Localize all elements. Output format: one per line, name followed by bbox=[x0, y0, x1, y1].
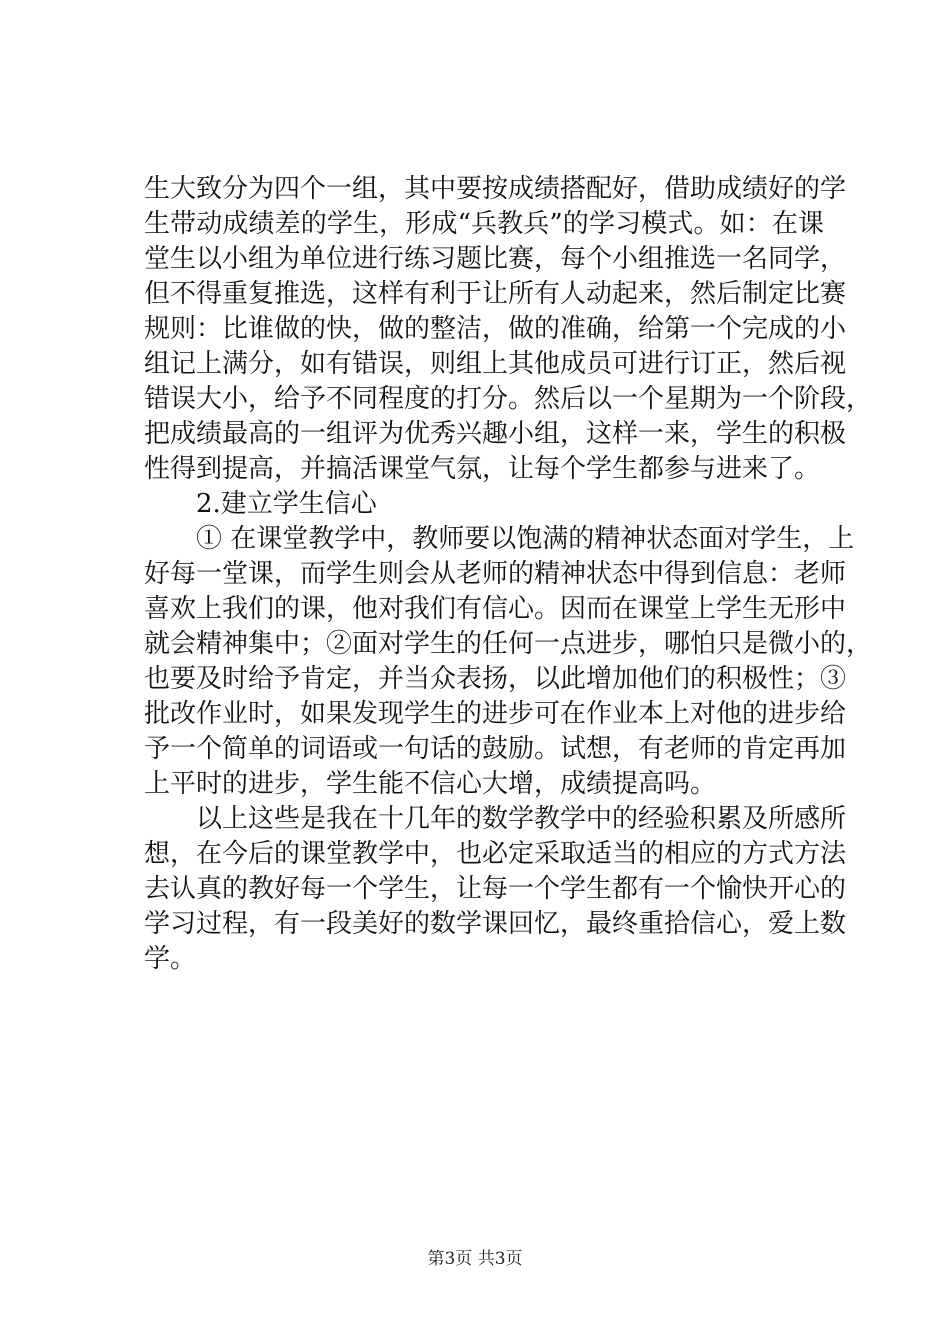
text-line: 生带动成绩差的学生，形成“兵教兵”的学习模式。如：在课 bbox=[144, 209, 824, 239]
text-line: 以上这些是我在十几年的数学教学中的经验积累及所感所 bbox=[196, 804, 847, 834]
text-line: 2.建立学生信心 bbox=[196, 489, 377, 519]
document-body bbox=[144, 172, 873, 977]
text-line: 学。 bbox=[144, 944, 197, 974]
paragraph bbox=[144, 172, 873, 487]
text-line: 生大致分为四个一组，其中要按成绩搭配好，借助成绩好的学 bbox=[144, 174, 847, 204]
text-line: 也要及时给予肯定，并当众表扬，以此增加他们的积极性；③ bbox=[144, 664, 847, 694]
paragraph bbox=[144, 522, 873, 802]
text-line: 予一个简单的词语或一句话的鼓励。试想，有老师的肯定再加 bbox=[144, 734, 847, 764]
text-line: 堂生以小组为单位进行练习题比赛，每个小组推选一名同学， bbox=[144, 244, 847, 274]
text-line: 上平时的进步，学生能不信心大增，成绩提高吗。 bbox=[144, 769, 717, 799]
text-line: 错误大小，给予不同程度的打分。然后以一个星期为一个阶段， bbox=[144, 384, 873, 414]
text-line: 组记上满分，如有错误，则组上其他成员可进行订正，然后视 bbox=[144, 349, 847, 379]
text-line: 但不得重复推选，这样有利于让所有人动起来，然后制定比赛 bbox=[144, 279, 847, 309]
paragraph bbox=[144, 802, 847, 977]
text-line: 批改作业时，如果发现学生的进步可在作业本上对他的进步给 bbox=[144, 699, 847, 729]
text-line: 好每一堂课，而学生则会从老师的精神状态中得到信息：老师 bbox=[144, 559, 847, 589]
page-footer: 第3页 共3页 bbox=[427, 1249, 523, 1269]
text-line: 喜欢上我们的课，他对我们有信心。因而在课堂上学生无形中 bbox=[144, 594, 847, 624]
text-line: 规则：比谁做的快，做的整洁，做的准确，给第一个完成的小 bbox=[144, 314, 847, 344]
text-line: 就会精神集中；②面对学生的任何一点进步，哪怕只是微小的， bbox=[144, 629, 873, 659]
text-line: 去认真的教好每一个学生，让每一个学生都有一个愉快开心的 bbox=[144, 874, 847, 904]
text-line: 学习过程，有一段美好的数学课回忆，最终重拾信心，爱上数 bbox=[144, 909, 847, 939]
text-line: 想，在今后的课堂教学中，也必定采取适当的相应的方式方法 bbox=[144, 839, 847, 869]
text-line: ① 在课堂教学中，教师要以饱满的精神状态面对学生，上 bbox=[196, 524, 855, 554]
text-line: 把成绩最高的一组评为优秀兴趣小组，这样一来，学生的积极 bbox=[144, 419, 847, 449]
text-line: 性得到提高，并搞活课堂气氛，让每个学生都参与进来了。 bbox=[144, 454, 821, 484]
paragraph bbox=[144, 487, 824, 522]
